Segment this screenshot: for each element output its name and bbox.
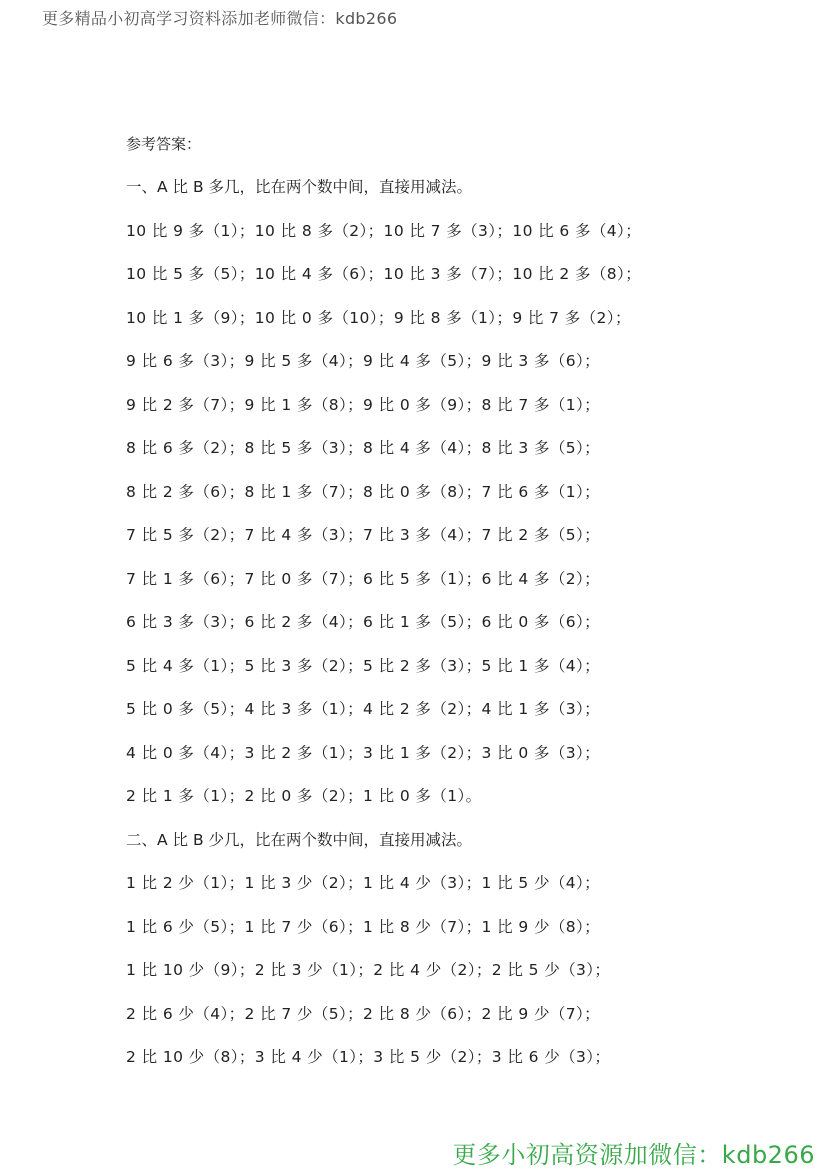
answer-line: 9 比 2 多（7）；9 比 1 多（8）；9 比 0 多（9）；8 比 7 多（1）； (126, 395, 601, 414)
answer-line: 2 比 1 多（1）；2 比 0 多（2）；1 比 0 多（1）。 (126, 787, 482, 805)
answer-line: 2 比 10 少（8）；3 比 4 少（1）；3 比 5 少（2）；3 比 6 少（3）； (126, 1048, 611, 1066)
answer-line: 10 比 5 多（5）；10 比 4 多（6）；10 比 3 多（7）；10 比 2 多（8）； (126, 265, 642, 283)
answer-line: 8 比 2 多（6）；8 比 1 多（7）；8 比 0 多（8）；7 比 6 多（1）； (126, 482, 601, 501)
header-watermark-text: 更多精品小初高学习资料添加老师微信：kdb266 (42, 9, 398, 28)
answer-line: 1 比 6 少（5）；1 比 7 少（6）；1 比 8 少（7）；1 比 9 少（8）； (126, 917, 601, 936)
section-heading: 二、A 比 B 少几，比在两个数中间，直接用减法。 (126, 830, 473, 849)
section-heading: 一、A 比 B 多几，比在两个数中间，直接用减法。 (126, 178, 473, 196)
answer-line: 1 比 2 少（1）；1 比 3 少（2）；1 比 4 少（3）；1 比 5 少（4）； (126, 874, 601, 892)
answer-line: 7 比 1 多（6）；7 比 0 多（7）；6 比 5 多（1）；6 比 4 多（2）； (126, 569, 601, 588)
section-more-than (126, 175, 786, 808)
answer-line: 1 比 10 少（9）；2 比 3 少（1）；2 比 4 少（2）；2 比 5 少（3）； (126, 961, 611, 979)
answer-line: 5 比 4 多（1）；5 比 3 多（2）；5 比 2 多（3）；5 比 1 多（4）； (126, 656, 601, 675)
answer-line: 8 比 6 多（2）；8 比 5 多（3）；8 比 4 多（4）；8 比 3 多（5）； (126, 439, 601, 457)
answer-line: 9 比 6 多（3）；9 比 5 多（4）；9 比 4 多（5）；9 比 3 多（6）； (126, 352, 601, 370)
answer-line: 4 比 0 多（4）；3 比 2 多（1）；3 比 1 多（2）；3 比 0 多（3）； (126, 743, 601, 762)
section-less-than (126, 828, 786, 1070)
answer-line: 10 比 1 多（9）；10 比 0 多（10）；9 比 8 多（1）；9 比 7 多（2）； (126, 308, 631, 327)
answer-line: 7 比 5 多（2）；7 比 4 多（3）；7 比 3 多（4）；7 比 2 多（5）； (126, 526, 601, 544)
answer-content (126, 132, 786, 1089)
footer-watermark-text: 更多小初高资源加微信：kdb266 (452, 1141, 815, 1169)
answer-line: 10 比 9 多（1）；10 比 8 多（2）；10 比 7 多（3）；10 比 6 多（4）； (126, 221, 642, 240)
answer-line: 2 比 6 少（4）；2 比 7 少（5）；2 比 8 少（6）；2 比 9 少（7）； (126, 1004, 601, 1023)
answer-title: 参考答案： (126, 135, 202, 153)
answer-line: 5 比 0 多（5）；4 比 3 多（1）；4 比 2 多（2）；4 比 1 多（3）； (126, 700, 601, 718)
answer-line: 6 比 3 多（3）；6 比 2 多（4）；6 比 1 多（5）；6 比 0 多（6）； (126, 613, 601, 631)
